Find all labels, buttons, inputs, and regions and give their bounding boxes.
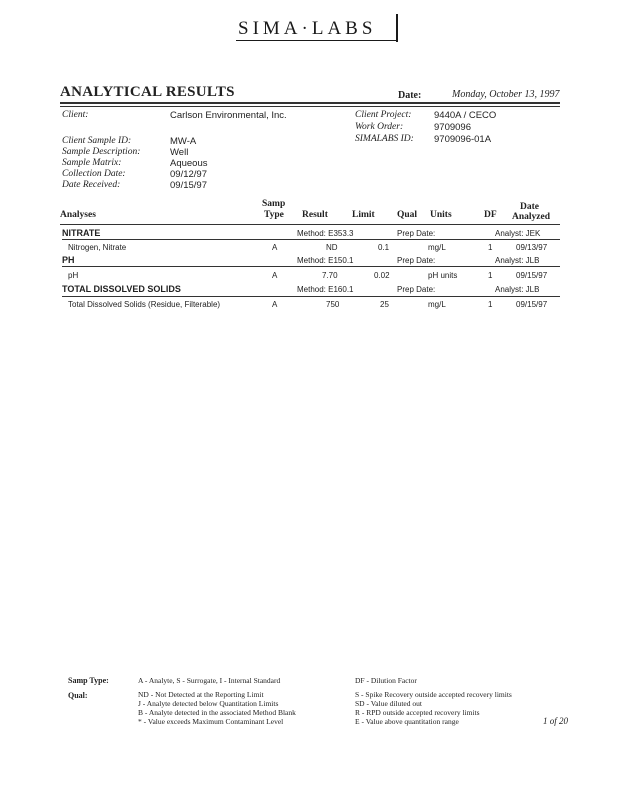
group-analyst: Analyst: JLB xyxy=(495,285,540,294)
col-analyses: Analyses xyxy=(60,210,96,220)
footer-qual-item: B - Analyte detected in the associated Method Blank xyxy=(138,708,296,717)
title-rule-thin xyxy=(60,106,560,107)
row-result: 750 xyxy=(326,300,340,309)
row-type: A xyxy=(272,243,278,252)
title-rule xyxy=(60,102,560,104)
work-order-value: 9709096 xyxy=(434,122,471,133)
client-sample-id-value: MW-A xyxy=(170,136,197,147)
row-df: 1 xyxy=(488,243,493,252)
group-name-tds: TOTAL DISSOLVED SOLIDS xyxy=(62,284,181,294)
row-units: mg/L xyxy=(428,243,446,252)
group-rule xyxy=(62,296,560,297)
group-name-ph: PH xyxy=(62,255,75,265)
date-received-value: 09/15/97 xyxy=(170,180,207,191)
row-df: 1 xyxy=(488,300,493,309)
footer-samp-type-label: Samp Type: xyxy=(68,676,109,685)
row-limit: 0.02 xyxy=(374,271,390,280)
group-analyst: Analyst: JLB xyxy=(495,256,540,265)
footer-df-text: DF - Dilution Factor xyxy=(355,676,417,685)
page-number: 1 of 20 xyxy=(543,716,569,726)
date-received-label: Date Received: xyxy=(62,180,121,190)
sample-description-label: Sample Description: xyxy=(62,147,141,157)
col-qual: Qual xyxy=(397,210,418,220)
group-prep-date: Prep Date: xyxy=(397,229,436,238)
footer-qual-label: Qual: xyxy=(68,691,88,700)
client-project-label: Client Project: xyxy=(355,110,412,120)
col-date-line1: Date xyxy=(520,202,539,212)
row-analysis: Nitrogen, Nitrate xyxy=(68,243,127,252)
row-units: pH units xyxy=(428,271,458,280)
group-prep-date: Prep Date: xyxy=(397,285,436,294)
footer-qual-item: S - Spike Recovery outside accepted recovery limits xyxy=(355,690,512,699)
col-limit: Limit xyxy=(352,210,375,220)
col-df: DF xyxy=(484,210,497,220)
row-type: A xyxy=(272,300,278,309)
row-analysis: pH xyxy=(68,271,79,280)
row-analysis: Total Dissolved Solids (Residue, Filterable) xyxy=(68,300,221,309)
company-logo: SIMA·LABS xyxy=(238,18,377,39)
footer-samp-type-text: A - Analyte, S - Surrogate, I - Internal Standard xyxy=(138,676,281,685)
group-analyst: Analyst: JEK xyxy=(495,229,541,238)
group-name-nitrate: NITRATE xyxy=(62,228,101,238)
row-units: mg/L xyxy=(428,300,446,309)
col-units: Units xyxy=(430,210,452,220)
col-date-line2: Analyzed xyxy=(512,212,550,222)
col-result: Result xyxy=(302,210,328,220)
simalabs-id-label: SIMALABS ID: xyxy=(355,134,414,144)
client-project-value: 9440A / CECO xyxy=(434,110,497,121)
report-date: Monday, October 13, 1997 xyxy=(452,89,560,100)
sample-matrix-label: Sample Matrix: xyxy=(62,158,122,168)
simalabs-id-value: 9709096-01A xyxy=(434,134,492,145)
footer-qual-item: J - Analyte detected below Quantitation Limits xyxy=(138,699,279,708)
row-limit: 25 xyxy=(380,300,389,309)
logo-underline xyxy=(236,40,396,41)
row-result: 7.70 xyxy=(322,271,338,280)
row-df: 1 xyxy=(488,271,493,280)
group-prep-date: Prep Date: xyxy=(397,256,436,265)
row-date: 09/15/97 xyxy=(516,300,548,309)
col-samp-type-line2: Type xyxy=(264,210,284,220)
page-title: ANALYTICAL RESULTS xyxy=(60,84,235,100)
group-method: Method: E353.3 xyxy=(297,229,354,238)
row-limit: 0.1 xyxy=(378,243,390,252)
sample-description-value: Well xyxy=(170,147,189,158)
footer-qual-item: E - Value above quantitation range xyxy=(355,717,459,726)
client-label: Client: xyxy=(62,110,89,120)
row-type: A xyxy=(272,271,278,280)
footer-qual-item: SD - Value diluted out xyxy=(355,699,422,708)
header-rule xyxy=(60,224,560,225)
work-order-label: Work Order: xyxy=(355,122,404,132)
collection-date-label: Collection Date: xyxy=(62,169,126,179)
group-method: Method: E160.1 xyxy=(297,285,354,294)
logo-bar xyxy=(396,14,398,42)
group-method: Method: E150.1 xyxy=(297,256,354,265)
row-date: 09/13/97 xyxy=(516,243,548,252)
row-date: 09/15/97 xyxy=(516,271,548,280)
footer-qual-item: R - RPD outside accepted recovery limits xyxy=(355,708,480,717)
sample-matrix-value: Aqueous xyxy=(170,158,208,169)
date-label: Date: xyxy=(398,90,422,101)
client-value: Carlson Environmental, Inc. xyxy=(170,110,287,121)
collection-date-value: 09/12/97 xyxy=(170,169,207,180)
footer-qual-item: * - Value exceeds Maximum Contaminant Level xyxy=(138,717,284,726)
col-samp-type-line1: Samp xyxy=(262,199,286,209)
footer-qual-item: ND - Not Detected at the Reporting Limit xyxy=(138,690,264,699)
client-sample-id-label: Client Sample ID: xyxy=(62,136,132,146)
row-result: ND xyxy=(326,243,338,252)
group-rule xyxy=(62,239,560,240)
group-rule xyxy=(62,266,560,267)
